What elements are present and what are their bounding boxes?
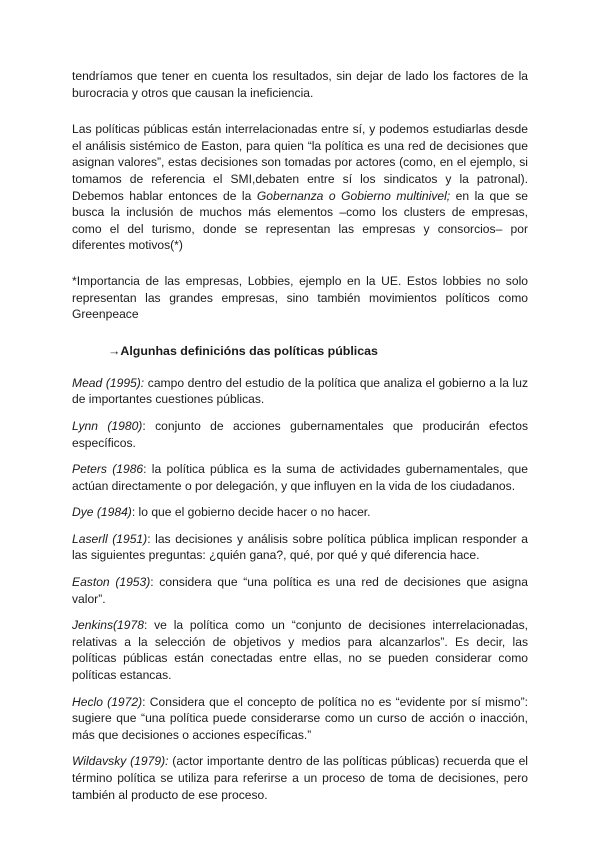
definition-author: Lynn (1980)	[72, 418, 143, 433]
definition-item	[72, 617, 528, 683]
definition-author: Peters (1986	[72, 462, 144, 477]
definition-text: : las decisiones y análisis sobre política pública implican responder a las siguientes preguntas: ¿quién gana?, qué, por qué y qué diferencia hace.	[72, 531, 528, 563]
paragraph-continuation: tendríamos que tener en cuenta los resultados, sin dejar de lado los factores de la burocracia y otros que causan la ineficiencia.	[72, 69, 528, 100]
footnote-paragraph: *Importancia de las empresas, Lobbies, ejemplo en la UE. Estos lobbies no solo representan las grandes empresas, sino también movimientos políticos como Greenpeace	[72, 273, 528, 322]
definition-text: : ve la política como un “conjunto de decisiones interrelacionadas, relativas a la selección de objetivos y medios para alcanzarlos”. Es decir, las políticas públicas están conectadas entre ellas, no se pueden considerar como políticas estancas.	[72, 618, 528, 683]
definition-item	[72, 504, 528, 521]
paragraph-interrelated-policies	[72, 121, 528, 254]
definition-author: Dye (1984)	[72, 505, 132, 520]
paragraph-emphasis: Gobernanza o Gobierno multinivel;	[256, 188, 451, 203]
definition-text: campo dentro del estudio de la política que analiza el gobierno a la luz de importantes cuestiones públicas.	[72, 375, 528, 407]
definitions-list	[72, 375, 528, 803]
paragraph-text-a: Las políticas públicas están interrelacionadas entre sí, y podemos estudiarlas desde el análisis sistémico de Easton, para quien “la política es una red de decisiones que asignan valores”, estas decisiones son tomadas por actores (como, en el ejemplo, si tomamos de referencia el SMI,debaten entre sí los sindicatos y la patronal). Debemos hablar entonces de la	[72, 122, 528, 203]
definition-text: (actor importante dentro de las políticas públicas) recuerda que el término política se utiliza para referirse a un proceso de toma de decisiones, pero también al producto de ese proceso.	[72, 754, 528, 802]
definition-text: : Considera que el concepto de política no es “evidente por sí mismo”: sugiere que “una política puede considerarse como un curso de acción o inacción, más que decisiones o acciones específicas.”	[72, 694, 528, 742]
definition-item	[72, 461, 528, 494]
definition-text: : conjunto de acciones gubernamentales que producirán efectos específicos.	[72, 418, 528, 450]
definition-author: Heclo (1972)	[72, 694, 143, 709]
definition-item	[72, 375, 528, 408]
definition-text: : la política pública es la suma de actividades gubernamentales, que actúan directamente o por delegación, y que influyen en la vida de los ciudadanos.	[72, 462, 528, 493]
definition-item	[72, 694, 528, 744]
definition-text: : lo que el gobierno decide hacer o no hacer.	[131, 505, 371, 520]
definition-item	[72, 418, 528, 451]
definition-author: Laserll (1951)	[72, 531, 148, 546]
definition-item	[72, 753, 528, 803]
definition-text: : considera que “una política es una red de decisiones que asigna valor”.	[72, 575, 528, 606]
definition-author: Wildavsky (1979):	[72, 754, 169, 769]
definition-item	[72, 574, 528, 607]
definition-author: Mead (1995):	[72, 375, 145, 390]
section-heading: →Algunhas definicións das políticas públicas	[108, 343, 378, 358]
definition-author: Jenkins(1978	[72, 618, 144, 633]
paragraph-text-b: en la que se busca la inclusión de muchos más elementos –como los clusters de empresas, como el del turismo, donde se representan las empresas y consorcios– por diferentes motivos(*)	[72, 188, 528, 253]
definition-author: Easton (1953)	[72, 575, 151, 590]
definition-item	[72, 531, 528, 564]
